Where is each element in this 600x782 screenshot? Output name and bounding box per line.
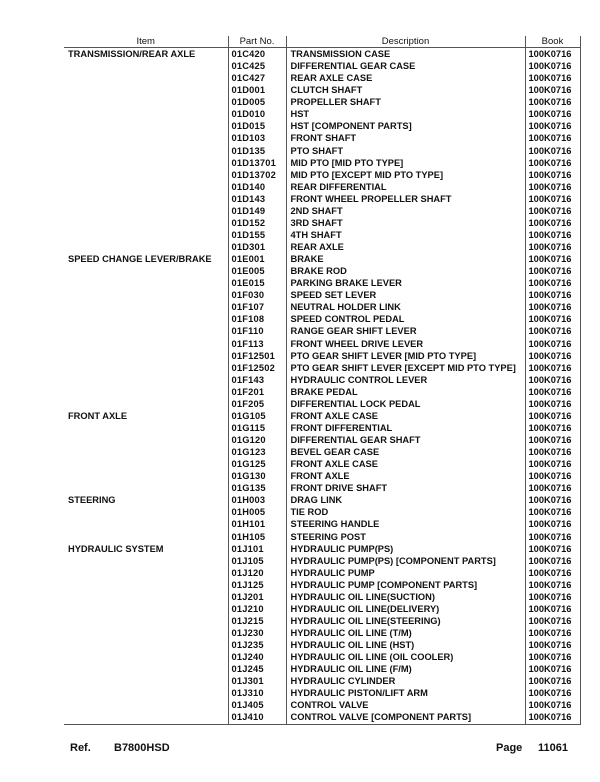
description-cell: PTO GEAR SHIFT LEVER [MID PTO TYPE] <box>286 350 525 362</box>
book-cell: 100K0716 <box>525 615 580 627</box>
part-no-cell: 01J230 <box>228 627 286 639</box>
table-row <box>64 446 580 458</box>
item-cell <box>64 699 228 711</box>
item-cell <box>64 96 228 108</box>
model-code: B7800HSD <box>114 742 170 754</box>
item-cell <box>64 362 228 374</box>
item-cell <box>64 627 228 639</box>
description-cell: DIFFERENTIAL GEAR CASE <box>286 60 525 72</box>
item-cell <box>64 711 228 724</box>
table-row <box>64 531 580 543</box>
header-description: Description <box>286 36 525 48</box>
part-no-cell: 01F113 <box>228 338 286 350</box>
part-no-cell: 01J235 <box>228 639 286 651</box>
item-cell <box>64 374 228 386</box>
table-row <box>64 132 580 144</box>
part-no-cell: 01G125 <box>228 458 286 470</box>
book-cell: 100K0716 <box>525 675 580 687</box>
part-no-cell: 01J301 <box>228 675 286 687</box>
book-cell: 100K0716 <box>525 350 580 362</box>
item-cell <box>64 169 228 181</box>
description-cell: FRONT WHEEL DRIVE LEVER <box>286 338 525 350</box>
item-cell <box>64 145 228 157</box>
ref-label: Ref. <box>70 742 91 754</box>
item-cell <box>64 422 228 434</box>
item-cell <box>64 591 228 603</box>
table-row <box>64 470 580 482</box>
item-cell <box>64 265 228 277</box>
part-no-cell: 01H101 <box>228 518 286 530</box>
part-no-cell: 01F205 <box>228 398 286 410</box>
description-cell: HYDRAULIC OIL LINE (F/M) <box>286 663 525 675</box>
description-cell: HYDRAULIC CONTROL LEVER <box>286 374 525 386</box>
part-no-cell: 01J210 <box>228 603 286 615</box>
header-book: Book <box>525 36 580 48</box>
item-cell <box>64 301 228 313</box>
part-no-cell: 01D103 <box>228 132 286 144</box>
item-cell <box>64 603 228 615</box>
description-cell: DIFFERENTIAL LOCK PEDAL <box>286 398 525 410</box>
book-cell: 100K0716 <box>525 494 580 506</box>
item-cell <box>64 386 228 398</box>
part-no-cell: 01F107 <box>228 301 286 313</box>
item-cell <box>64 482 228 494</box>
table-row <box>64 711 580 724</box>
part-no-cell: 01H005 <box>228 506 286 518</box>
book-cell: 100K0716 <box>525 96 580 108</box>
table-row <box>64 313 580 325</box>
item-cell <box>64 289 228 301</box>
description-cell: HYDRAULIC PUMP [COMPONENT PARTS] <box>286 579 525 591</box>
item-cell <box>64 639 228 651</box>
header-item: Item <box>64 36 228 48</box>
item-cell <box>64 229 228 241</box>
table-row <box>64 699 580 711</box>
item-cell <box>64 446 228 458</box>
item-cell <box>64 663 228 675</box>
table-row <box>64 651 580 663</box>
book-cell: 100K0716 <box>525 374 580 386</box>
book-cell: 100K0716 <box>525 627 580 639</box>
description-cell: PARKING BRAKE LEVER <box>286 277 525 289</box>
part-no-cell: 01C425 <box>228 60 286 72</box>
description-cell: HYDRAULIC OIL LINE (T/M) <box>286 627 525 639</box>
book-cell: 100K0716 <box>525 663 580 675</box>
book-cell: 100K0716 <box>525 313 580 325</box>
item-cell: HYDRAULIC SYSTEM <box>64 543 228 555</box>
item-cell: FRONT AXLE <box>64 410 228 422</box>
description-cell: BRAKE ROD <box>286 265 525 277</box>
part-no-cell: 01J101 <box>228 543 286 555</box>
part-no-cell: 01J405 <box>228 699 286 711</box>
book-cell: 100K0716 <box>525 181 580 193</box>
table-row <box>64 120 580 132</box>
table-row <box>64 205 580 217</box>
book-cell: 100K0716 <box>525 84 580 96</box>
description-cell: FRONT AXLE <box>286 470 525 482</box>
book-cell: 100K0716 <box>525 132 580 144</box>
description-cell: SPEED SET LEVER <box>286 289 525 301</box>
part-no-cell: 01J410 <box>228 711 286 724</box>
table-row <box>64 518 580 530</box>
table-row <box>64 410 580 422</box>
description-cell: HST <box>286 108 525 120</box>
book-cell: 100K0716 <box>525 325 580 337</box>
book-cell: 100K0716 <box>525 567 580 579</box>
book-cell: 100K0716 <box>525 145 580 157</box>
book-cell: 100K0716 <box>525 482 580 494</box>
item-cell <box>64 108 228 120</box>
part-no-cell: 01J245 <box>228 663 286 675</box>
table-row <box>64 627 580 639</box>
part-no-cell: 01F143 <box>228 374 286 386</box>
description-cell: HYDRAULIC OIL LINE (OIL COOLER) <box>286 651 525 663</box>
part-no-cell: 01D015 <box>228 120 286 132</box>
description-cell: MID PTO [MID PTO TYPE] <box>286 157 525 169</box>
book-cell: 100K0716 <box>525 193 580 205</box>
table-row <box>64 217 580 229</box>
item-cell <box>64 84 228 96</box>
part-no-cell: 01D135 <box>228 145 286 157</box>
book-cell: 100K0716 <box>525 518 580 530</box>
part-no-cell: 01D140 <box>228 181 286 193</box>
book-cell: 100K0716 <box>525 398 580 410</box>
description-cell: CONTROL VALVE <box>286 699 525 711</box>
table-row <box>64 277 580 289</box>
description-cell: REAR DIFFERENTIAL <box>286 181 525 193</box>
book-cell: 100K0716 <box>525 651 580 663</box>
table-row <box>64 687 580 699</box>
table-row <box>64 482 580 494</box>
page-number: 11061 <box>538 742 568 754</box>
book-cell: 100K0716 <box>525 229 580 241</box>
description-cell: TRANSMISSION CASE <box>286 48 525 61</box>
table-row <box>64 639 580 651</box>
table-row <box>64 193 580 205</box>
book-cell: 100K0716 <box>525 277 580 289</box>
book-cell: 100K0716 <box>525 72 580 84</box>
book-cell: 100K0716 <box>525 410 580 422</box>
book-cell: 100K0716 <box>525 422 580 434</box>
description-cell: DRAG LINK <box>286 494 525 506</box>
table-row <box>64 338 580 350</box>
table-row <box>64 265 580 277</box>
description-cell: HYDRAULIC PUMP(PS) [COMPONENT PARTS] <box>286 555 525 567</box>
item-cell <box>64 181 228 193</box>
item-cell <box>64 687 228 699</box>
description-cell: STEERING HANDLE <box>286 518 525 530</box>
description-cell: CLUTCH SHAFT <box>286 84 525 96</box>
table-row <box>64 169 580 181</box>
book-cell: 100K0716 <box>525 543 580 555</box>
table-row <box>64 591 580 603</box>
table-row <box>64 398 580 410</box>
book-cell: 100K0716 <box>525 253 580 265</box>
part-no-cell: 01D143 <box>228 193 286 205</box>
table-row <box>64 301 580 313</box>
part-no-cell: 01G123 <box>228 446 286 458</box>
book-cell: 100K0716 <box>525 470 580 482</box>
book-cell: 100K0716 <box>525 362 580 374</box>
header-part-no: Part No. <box>228 36 286 48</box>
part-no-cell: 01F201 <box>228 386 286 398</box>
description-cell: FRONT AXLE CASE <box>286 410 525 422</box>
table-row <box>64 458 580 470</box>
description-cell: HYDRAULIC OIL LINE (HST) <box>286 639 525 651</box>
description-cell: HYDRAULIC PUMP(PS) <box>286 543 525 555</box>
part-no-cell: 01J240 <box>228 651 286 663</box>
part-no-cell: 01D301 <box>228 241 286 253</box>
table-row <box>64 108 580 120</box>
part-no-cell: 01J120 <box>228 567 286 579</box>
part-no-cell: 01D152 <box>228 217 286 229</box>
part-no-cell: 01D13701 <box>228 157 286 169</box>
description-cell: PTO GEAR SHIFT LEVER [EXCEPT MID PTO TYPE] <box>286 362 525 374</box>
book-cell: 100K0716 <box>525 386 580 398</box>
description-cell: FRONT SHAFT <box>286 132 525 144</box>
item-cell <box>64 458 228 470</box>
book-cell: 100K0716 <box>525 603 580 615</box>
table-row <box>64 181 580 193</box>
book-cell: 100K0716 <box>525 108 580 120</box>
table-row <box>64 434 580 446</box>
part-no-cell: 01D001 <box>228 84 286 96</box>
parts-table <box>64 36 581 725</box>
item-cell <box>64 350 228 362</box>
item-cell <box>64 398 228 410</box>
item-cell <box>64 651 228 663</box>
book-cell: 100K0716 <box>525 169 580 181</box>
item-cell <box>64 325 228 337</box>
description-cell: MID PTO [EXCEPT MID PTO TYPE] <box>286 169 525 181</box>
item-cell <box>64 531 228 543</box>
item-cell <box>64 470 228 482</box>
item-cell <box>64 567 228 579</box>
description-cell: REAR AXLE <box>286 241 525 253</box>
description-cell: HST [COMPONENT PARTS] <box>286 120 525 132</box>
part-no-cell: 01E005 <box>228 265 286 277</box>
table-row <box>64 241 580 253</box>
part-no-cell: 01F108 <box>228 313 286 325</box>
part-no-cell: 01F12502 <box>228 362 286 374</box>
item-cell <box>64 518 228 530</box>
table-row <box>64 555 580 567</box>
table-row <box>64 229 580 241</box>
description-cell: CONTROL VALVE [COMPONENT PARTS] <box>286 711 525 724</box>
part-no-cell: 01D155 <box>228 229 286 241</box>
item-cell: SPEED CHANGE LEVER/BRAKE <box>64 253 228 265</box>
table-row <box>64 253 580 265</box>
item-cell <box>64 506 228 518</box>
item-cell <box>64 72 228 84</box>
table-row <box>64 96 580 108</box>
part-no-cell: 01G130 <box>228 470 286 482</box>
table-row <box>64 506 580 518</box>
part-no-cell: 01F110 <box>228 325 286 337</box>
book-cell: 100K0716 <box>525 338 580 350</box>
item-cell <box>64 277 228 289</box>
book-cell: 100K0716 <box>525 289 580 301</box>
book-cell: 100K0716 <box>525 579 580 591</box>
description-cell: NEUTRAL HOLDER LINK <box>286 301 525 313</box>
item-cell <box>64 120 228 132</box>
book-cell: 100K0716 <box>525 446 580 458</box>
item-cell <box>64 157 228 169</box>
table-row <box>64 362 580 374</box>
table-header-row <box>64 36 580 48</box>
description-cell: BRAKE <box>286 253 525 265</box>
book-cell: 100K0716 <box>525 48 580 61</box>
description-cell: HYDRAULIC OIL LINE(SUCTION) <box>286 591 525 603</box>
book-cell: 100K0716 <box>525 699 580 711</box>
description-cell: HYDRAULIC OIL LINE(STEERING) <box>286 615 525 627</box>
part-no-cell: 01H003 <box>228 494 286 506</box>
item-cell <box>64 193 228 205</box>
table-row <box>64 579 580 591</box>
page-footer <box>70 742 580 756</box>
item-cell <box>64 675 228 687</box>
item-cell <box>64 217 228 229</box>
part-no-cell: 01G115 <box>228 422 286 434</box>
table-row <box>64 663 580 675</box>
part-no-cell: 01H105 <box>228 531 286 543</box>
book-cell: 100K0716 <box>525 506 580 518</box>
book-cell: 100K0716 <box>525 687 580 699</box>
part-no-cell: 01D149 <box>228 205 286 217</box>
table-row <box>64 84 580 96</box>
table-row <box>64 374 580 386</box>
part-no-cell: 01C420 <box>228 48 286 61</box>
description-cell: HYDRAULIC PUMP <box>286 567 525 579</box>
part-no-cell: 01G120 <box>228 434 286 446</box>
part-no-cell: 01C427 <box>228 72 286 84</box>
part-no-cell: 01J125 <box>228 579 286 591</box>
book-cell: 100K0716 <box>525 458 580 470</box>
book-cell: 100K0716 <box>525 555 580 567</box>
description-cell: FRONT DIFFERENTIAL <box>286 422 525 434</box>
part-no-cell: 01D010 <box>228 108 286 120</box>
book-cell: 100K0716 <box>525 60 580 72</box>
book-cell: 100K0716 <box>525 205 580 217</box>
table-row <box>64 386 580 398</box>
item-cell <box>64 434 228 446</box>
table-body <box>64 48 580 725</box>
part-no-cell: 01G135 <box>228 482 286 494</box>
table-row <box>64 422 580 434</box>
table-row <box>64 543 580 555</box>
book-cell: 100K0716 <box>525 301 580 313</box>
part-no-cell: 01E001 <box>228 253 286 265</box>
part-no-cell: 01F12501 <box>228 350 286 362</box>
description-cell: FRONT WHEEL PROPELLER SHAFT <box>286 193 525 205</box>
part-no-cell: 01D005 <box>228 96 286 108</box>
description-cell: HYDRAULIC CYLINDER <box>286 675 525 687</box>
table-row <box>64 567 580 579</box>
table-row <box>64 350 580 362</box>
description-cell: STEERING POST <box>286 531 525 543</box>
part-no-cell: 01J215 <box>228 615 286 627</box>
description-cell: PROPELLER SHAFT <box>286 96 525 108</box>
table-row <box>64 157 580 169</box>
part-no-cell: 01J105 <box>228 555 286 567</box>
book-cell: 100K0716 <box>525 241 580 253</box>
book-cell: 100K0716 <box>525 265 580 277</box>
table-row <box>64 145 580 157</box>
description-cell: BRAKE PEDAL <box>286 386 525 398</box>
book-cell: 100K0716 <box>525 434 580 446</box>
table-row <box>64 48 580 61</box>
book-cell: 100K0716 <box>525 531 580 543</box>
description-cell: 2ND SHAFT <box>286 205 525 217</box>
table-row <box>64 615 580 627</box>
description-cell: TIE ROD <box>286 506 525 518</box>
item-cell <box>64 60 228 72</box>
book-cell: 100K0716 <box>525 639 580 651</box>
part-no-cell: 01G105 <box>228 410 286 422</box>
item-cell <box>64 338 228 350</box>
description-cell: 4TH SHAFT <box>286 229 525 241</box>
part-no-cell: 01D13702 <box>228 169 286 181</box>
item-cell <box>64 579 228 591</box>
table-row <box>64 325 580 337</box>
part-no-cell: 01E015 <box>228 277 286 289</box>
description-cell: HYDRAULIC OIL LINE(DELIVERY) <box>286 603 525 615</box>
description-cell: SPEED CONTROL PEDAL <box>286 313 525 325</box>
table-row <box>64 72 580 84</box>
part-no-cell: 01J201 <box>228 591 286 603</box>
book-cell: 100K0716 <box>525 157 580 169</box>
item-cell: STEERING <box>64 494 228 506</box>
item-cell <box>64 313 228 325</box>
item-cell: TRANSMISSION/REAR AXLE <box>64 48 228 61</box>
table-row <box>64 494 580 506</box>
book-cell: 100K0716 <box>525 217 580 229</box>
description-cell: FRONT AXLE CASE <box>286 458 525 470</box>
description-cell: REAR AXLE CASE <box>286 72 525 84</box>
parts-index-page <box>64 36 580 725</box>
description-cell: BEVEL GEAR CASE <box>286 446 525 458</box>
book-cell: 100K0716 <box>525 711 580 724</box>
description-cell: DIFFERENTIAL GEAR SHAFT <box>286 434 525 446</box>
item-cell <box>64 555 228 567</box>
page-label: Page <box>496 742 523 754</box>
part-no-cell: 01J310 <box>228 687 286 699</box>
description-cell: 3RD SHAFT <box>286 217 525 229</box>
part-no-cell: 01F030 <box>228 289 286 301</box>
table-row <box>64 289 580 301</box>
item-cell <box>64 615 228 627</box>
table-row <box>64 60 580 72</box>
item-cell <box>64 205 228 217</box>
item-cell <box>64 132 228 144</box>
table-row <box>64 675 580 687</box>
book-cell: 100K0716 <box>525 591 580 603</box>
book-cell: 100K0716 <box>525 120 580 132</box>
table-row <box>64 603 580 615</box>
description-cell: PTO SHAFT <box>286 145 525 157</box>
description-cell: HYDRAULIC PISTON/LIFT ARM <box>286 687 525 699</box>
description-cell: FRONT DRIVE SHAFT <box>286 482 525 494</box>
item-cell <box>64 241 228 253</box>
description-cell: RANGE GEAR SHIFT LEVER <box>286 325 525 337</box>
